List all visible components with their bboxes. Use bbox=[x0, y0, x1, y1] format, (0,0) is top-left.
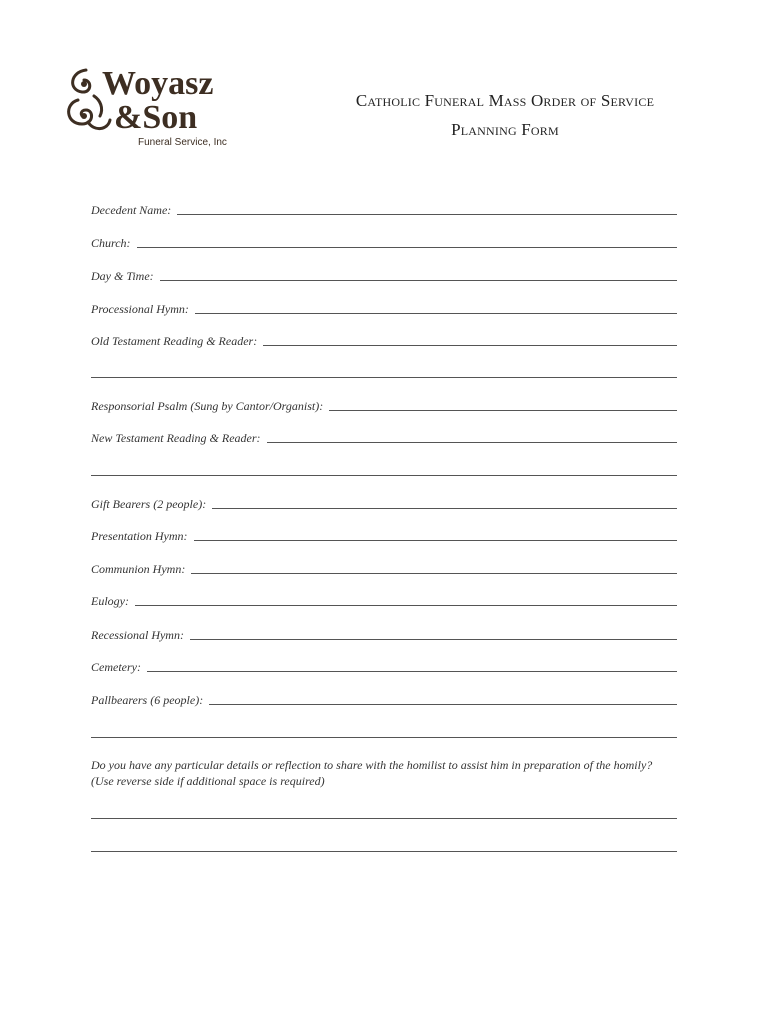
field-gift-bearers[interactable] bbox=[91, 496, 677, 512]
homily-question bbox=[91, 757, 691, 789]
blank-line bbox=[190, 638, 677, 640]
field-label: Old Testament Reading & Reader: bbox=[91, 334, 258, 348]
answer-line[interactable] bbox=[91, 851, 677, 852]
field-responsorial-psalm[interactable] bbox=[91, 398, 677, 414]
field-label: Responsorial Psalm (Sung by Cantor/Organist): bbox=[91, 399, 324, 413]
blank-line bbox=[212, 507, 677, 509]
field-old-testament-reading[interactable] bbox=[91, 333, 677, 349]
field-eulogy[interactable] bbox=[91, 593, 677, 609]
field-label: Day & Time: bbox=[91, 269, 154, 283]
homily-question-text: Do you have any particular details or reflection to share with the homilist to assist him in preparation of the homily? bbox=[91, 758, 653, 772]
form-title-line2: Planning Form bbox=[451, 120, 559, 139]
form-title bbox=[300, 86, 710, 144]
answer-line[interactable] bbox=[91, 818, 677, 819]
logo-tagline: Funeral Service, Inc bbox=[138, 137, 227, 148]
field-label: Recessional Hymn: bbox=[91, 628, 184, 642]
field-presentation-hymn[interactable] bbox=[91, 528, 677, 544]
blank-line bbox=[147, 670, 677, 672]
field-label: Church: bbox=[91, 236, 131, 250]
field-label: Eulogy: bbox=[91, 594, 129, 608]
field-communion-hymn[interactable] bbox=[91, 561, 677, 577]
blank-line bbox=[137, 246, 677, 248]
blank-line-continuation[interactable] bbox=[91, 737, 677, 738]
blank-line bbox=[160, 279, 677, 281]
field-label: Processional Hymn: bbox=[91, 302, 189, 316]
field-church[interactable] bbox=[91, 235, 677, 251]
field-label: Cemetery: bbox=[91, 660, 141, 674]
logo-name-line1: Woyasz bbox=[102, 65, 214, 102]
blank-line bbox=[191, 572, 677, 574]
homily-question-note: (Use reverse side if additional space is required) bbox=[91, 774, 325, 788]
field-decedent-name[interactable] bbox=[91, 202, 677, 218]
field-label: Gift Bearers (2 people): bbox=[91, 497, 207, 511]
company-logo bbox=[64, 60, 240, 150]
logo-name-line2: &Son bbox=[114, 99, 198, 136]
field-day-time[interactable] bbox=[91, 268, 677, 284]
field-label: Pallbearers (6 people): bbox=[91, 693, 204, 707]
blank-line bbox=[267, 441, 677, 443]
blank-line bbox=[194, 539, 677, 541]
field-new-testament-reading[interactable] bbox=[91, 430, 677, 446]
field-cemetery[interactable] bbox=[91, 659, 677, 675]
field-label: New Testament Reading & Reader: bbox=[91, 431, 261, 445]
blank-line bbox=[195, 312, 677, 314]
blank-line bbox=[177, 213, 677, 215]
field-label: Presentation Hymn: bbox=[91, 529, 188, 543]
field-recessional-hymn[interactable] bbox=[91, 627, 677, 643]
scroll-ornament-icon bbox=[64, 60, 240, 150]
blank-line bbox=[135, 604, 677, 606]
blank-line-continuation[interactable] bbox=[91, 377, 677, 378]
field-label: Communion Hymn: bbox=[91, 562, 186, 576]
blank-line bbox=[263, 344, 677, 346]
form-title-line1: Catholic Funeral Mass Order of Service bbox=[355, 91, 655, 110]
field-label: Decedent Name: bbox=[91, 203, 172, 217]
blank-line bbox=[329, 409, 677, 411]
field-pallbearers[interactable] bbox=[91, 692, 677, 708]
blank-line-continuation[interactable] bbox=[91, 475, 677, 476]
blank-line bbox=[209, 703, 677, 705]
field-processional-hymn[interactable] bbox=[91, 301, 677, 317]
